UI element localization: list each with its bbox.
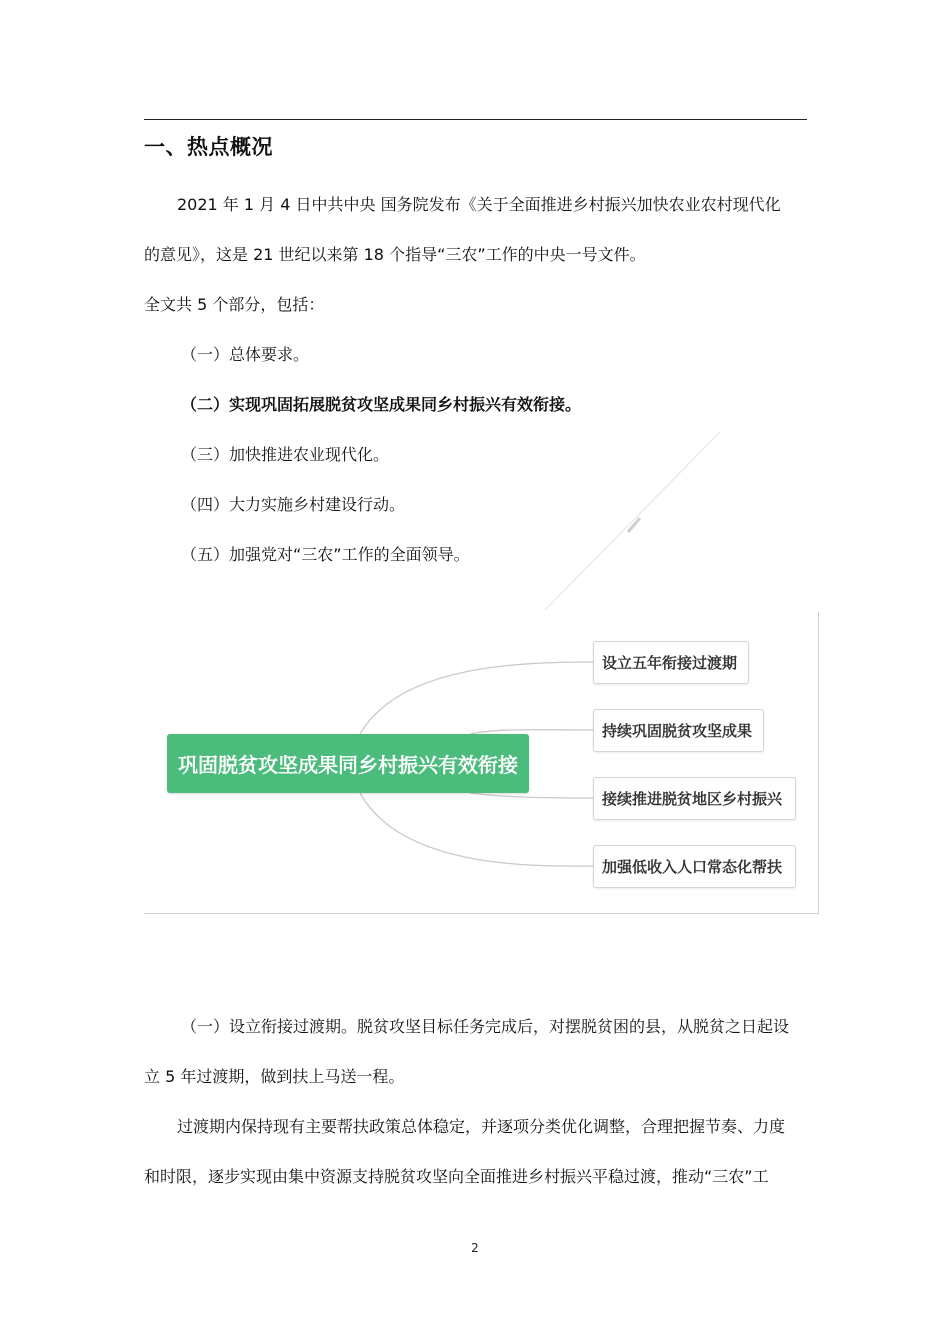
part-item-3: （三）加快推进农业现代化。	[181, 445, 390, 464]
body-p2-line-1: 过渡期内保持现有主要帮扶政策总体稳定，并逐项分类优化调整，合理把握节奏、力度	[177, 1117, 786, 1136]
branch-line-3	[470, 793, 594, 798]
decorative-streak-accent	[628, 518, 640, 532]
header-rule	[144, 119, 807, 120]
mindmap-center-node: 巩固脱贫攻坚成果同乡村振兴有效衔接	[167, 734, 529, 793]
section-heading: 一、热点概况	[144, 135, 273, 159]
branch-line-1	[360, 662, 594, 734]
mindmap-branch-2: 持续巩固脱贫攻坚成果	[593, 709, 764, 752]
intro-line-1: 2021 年 1 月 4 日中共中央 国务院发布《关于全面推进乡村振兴加快农业农村现代化	[177, 195, 781, 214]
part-item-2: （二）实现巩固拓展脱贫攻坚成果同乡村振兴有效衔接。	[181, 395, 582, 414]
part-item-5: （五）加强党对“三农”工作的全面领导。	[181, 545, 470, 564]
part-item-1: （一）总体要求。	[181, 345, 310, 364]
decorative-streak	[545, 432, 720, 610]
mindmap-branch-4: 加强低收入人口常态化帮扶	[593, 845, 796, 888]
branch-line-4	[360, 793, 594, 866]
figure-border-bottom	[144, 913, 819, 914]
body-p2-line-2: 和时限，逐步实现由集中资源支持脱贫攻坚向全面推进乡村振兴平稳过渡，推动“三农”工	[144, 1167, 769, 1186]
body-p1-line-1: （一）设立衔接过渡期。脱贫攻坚目标任务完成后，对摆脱贫困的县，从脱贫之日起设	[181, 1017, 790, 1036]
mindmap-branch-1: 设立五年衔接过渡期	[593, 641, 749, 684]
figure-border-right	[818, 612, 819, 914]
part-item-4: （四）大力实施乡村建设行动。	[181, 495, 406, 514]
intro-line-2: 的意见》，这是 21 世纪以来第 18 个指导“三农”工作的中央一号文件。	[144, 245, 646, 264]
parts-intro: 全文共 5 个部分，包括：	[144, 295, 325, 314]
mindmap-branch-3: 接续推进脱贫地区乡村振兴	[593, 777, 796, 820]
body-p1-line-2: 立 5 年过渡期，做到扶上马送一程。	[144, 1067, 405, 1086]
page-number: 2	[471, 1241, 479, 1255]
